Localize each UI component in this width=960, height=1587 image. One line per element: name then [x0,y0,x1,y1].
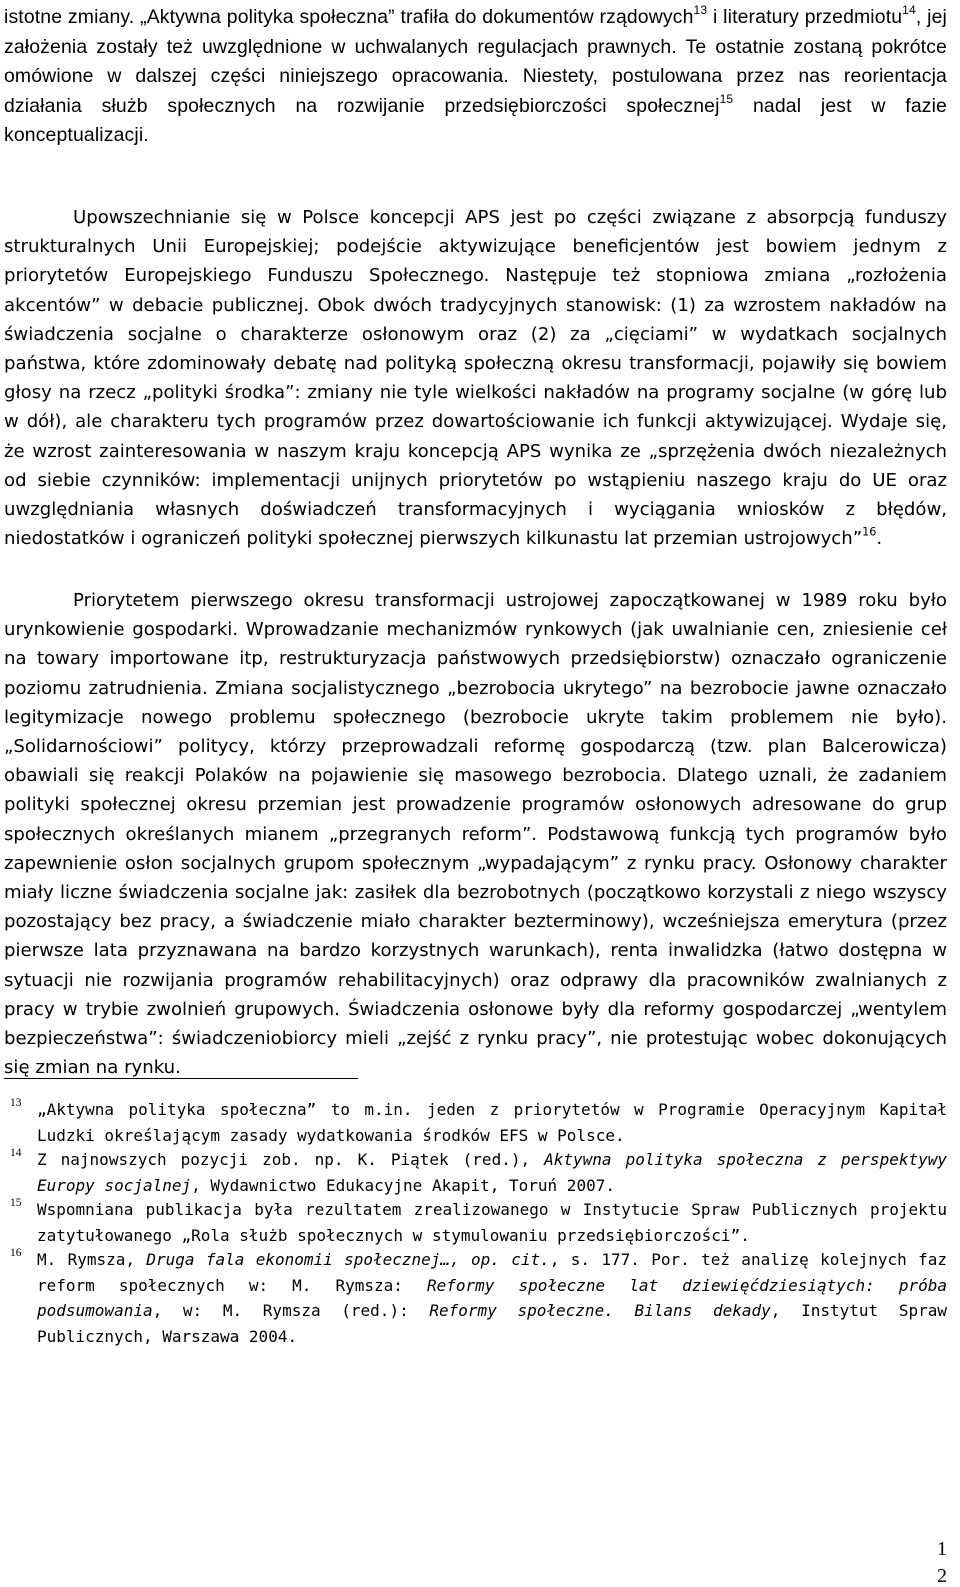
footnote-ref-16[interactable]: 16 [862,525,877,539]
footnote-title-1: Druga fala ekonomii społecznej…, op. cit. [146,1250,550,1269]
footnote-number: 14 [10,1147,22,1159]
footnote-title-3: Reformy społeczne. Bilans dekady [429,1301,771,1321]
paragraph2-end: . [876,528,883,550]
footnote-text [37,1147,947,1198]
paragraph1-part2: i literatury przedmiotu [707,6,903,28]
footnote-book-title: Aktywna polityka społeczna z perspektywy Europy socjalnej [37,1150,947,1195]
paragraph1-part3: , jej założenia zostały też uwzględnione w uchwalanych regulacjach prawnych. Te ostatnie zostaną pokrótce omówione w dalszej części niniejszego opracowania. Niestety, postulowana przez nas reorientacja działania służb społecznych na rozwijanie przedsiębiorczości społecznej [4,6,947,117]
footnote-title-2: Reformy społeczne lat dziewięćdziesiątych: próba podsumowania [37,1275,948,1321]
footnote-text: Wspomniana publikacja była rezultatem zrealizowanego w Instytucie Spraw Publicznych projektu zatytułowanego „Rola służb społecznych w stymulowaniu przedsiębiorczości”. [37,1200,947,1245]
footnote-text: „Aktywna polityka społeczna” to m.in. jeden z priorytetów w Programie Operacyjnym Kapitał Ludzki określającym zasady wydatkowania środków EFS w Polsce. [37,1100,947,1145]
paragraph-transformation [4,586,947,1082]
footnote-13 [4,1097,947,1148]
footnote-ref-14[interactable]: 14 [902,2,916,17]
footnote-separator [4,1078,358,1079]
page-number: 1 [937,1538,947,1560]
page-number: 2 [937,1565,947,1587]
footnote-ref-15[interactable]: 15 [719,91,734,106]
paragraph-continuation [4,3,947,151]
paragraph2-text: Upowszechnianie się w Polsce koncepcji APS jest po części związane z absorpcją funduszy strukturalnych Unii Europejskiej; podejście aktywizujące beneficjentów jest bowiem jednym z priorytetów Europejskiego Funduszu Społecznego. Następuje też stopniowa zmiana „rozłożenia akcentów” w debacie publicznej. Obok dwóch tradycyjnych stanowisk: (1) za wzrostem nakładów na świadczenia socjalne o charakterze osłonowym oraz (2) za „cięciami” w wydatkach socjalnych państwa, które zdominowały debatę nad polityką społeczną okresu transformacji, pojawiły się bowiem głosy na rzecz „polityki środka”: zmiany nie tyle wielkości nakładów na programy socjalne (w górę lub w dół), ale charakteru tych programów przez dowartościowanie ich funkcji aktywizującej. Wydaje się, że wzrost zainteresowania w naszym kraju koncepcją APS wynika ze „sprzężenia dwóch niezależnych od siebie czynników: implementacji unijnych priorytetów po wstąpieniu naszego kraju do UE oraz uwzględniania własnych doświadczeń transformacyjnych i wyciągania wniosków z błędów, niedostatków i ograniczeń polityki społecznej pierwszych kilkunastu lat przemian ustrojowych” [4,207,947,550]
paragraph-aps [4,203,947,553]
footnote-number: 16 [10,1247,22,1259]
paragraph1-part1: istotne zmiany. „Aktywna polityka społeczna” trafiła do dokumentów rządowych [4,6,694,28]
footnote-number: 13 [10,1097,22,1109]
footnote-text-a: M. Rymsza, [37,1250,147,1269]
footnote-15 [4,1197,947,1248]
footnote-14 [4,1147,947,1198]
footnote-text [37,1247,947,1349]
footnote-text-e: , w: M. Rymsza (red.): [152,1301,430,1321]
footnote-ref-13[interactable]: 13 [693,2,708,17]
footnote-text-pre: Z najnowszych pozycji zob. np. K. Piątek (red.), [37,1150,545,1169]
paragraph3-text: Priorytetem pierwszego okresu transformacji ustrojowej zapoczątkowanej w 1989 roku było urynkowienie gospodarki. Wprowadzanie mechanizmów rynkowych (jak uwalnianie cen, zniesienie ceł na towary importowane itp, restrukturyzacja państwowych przedsiębiorstw) oznaczało ograniczenie poziomu zatrudnienia. Zmiana socjalistycznego „bezrobocia ukrytego” na bezrobocie jawne oznaczało legitymizacje nowego problemu społecznego (bezrobocie ukryte takim problemem nie było). „Solidarnościowi” politycy, którzy przeprowadzali reformę gospodarczą (tzw. plan Balcerowicza) obawiali się reakcji Polaków na pojawienie się masowego bezrobocia. Dlatego uznali, że zadaniem polityki społecznej okresu przemian jest prowadzenie programów osłonowych adresowane do grup społecznych określanych mianem „przegranych reform”. Podstawową funkcją tych programów było zapewnienie osłon socjalnych grupom społecznym „wypadającym” z rynku pracy. Osłonowy charakter miały liczne świadczenia socjalne jak: zasiłek dla bezrobotnych (początkowo korzystali z niego wszyscy pozostający bez pracy, a świadczenie miało charakter bezterminowy), wcześniejsza emerytura (przez pierwsze lata przyznawana na bardzo korzystnych warunkach), renta inwalidzka (łatwo dostępna w sytuacji nie rozwijania programów rehabilitacyjnych) oraz odprawy dla pracowników zwalnianych z pracy w trybie zwolnień grupowych. Świadczenia osłonowe były dla reformy gospodarczej „wentylem bezpieczeństwa”: świadczeniobiorcy mieli „zejść z rynku pracy”, nie protestując wobec dokonujących się zmian na rynku. [4,590,947,1079]
footnote-text-post: , Wydawnictwo Edukacyjne Akapit, Toruń 2007. [191,1175,615,1195]
paragraph1-part4: nadal jest w fazie konceptualizacji. [4,94,947,146]
footnote-text-c: , s. 177. Por. też analizę kolejnych faz reform społecznych w: M. Rymsza: [37,1250,947,1295]
footnote-text-g: , Instytut Spraw Publicznych, Warszawa 2004. [37,1301,947,1346]
footnote-16 [4,1247,947,1349]
footnote-number: 15 [10,1197,22,1209]
